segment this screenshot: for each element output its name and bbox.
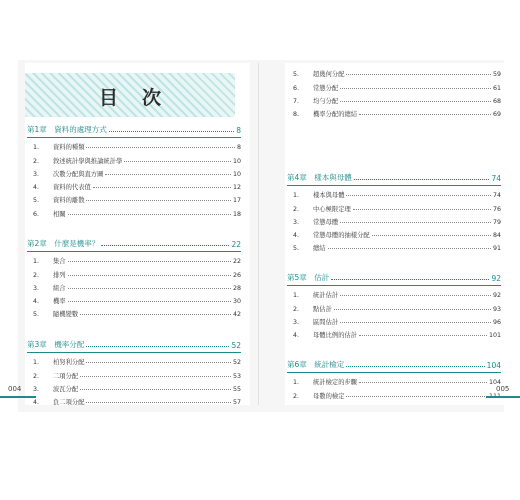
entry-title: 次數分配與直方圖 bbox=[53, 170, 104, 178]
toc-entry bbox=[27, 165, 241, 178]
entry-title: 均勻分配 bbox=[313, 97, 339, 105]
leader-dots bbox=[124, 161, 231, 162]
entry-number: 1. bbox=[293, 292, 300, 300]
chapter-page: 74 bbox=[491, 174, 501, 183]
entry-title: 相關 bbox=[53, 210, 66, 218]
toc-entry bbox=[287, 373, 501, 386]
entry-number: 1. bbox=[293, 192, 300, 200]
entry-title: 波瓦分配 bbox=[53, 385, 79, 393]
entry-page: 84 bbox=[492, 232, 501, 240]
toc-entry bbox=[27, 252, 241, 265]
entry-title: 排列 bbox=[53, 271, 66, 279]
chapter-section bbox=[27, 123, 241, 218]
entry-title: 區間估計 bbox=[313, 318, 339, 326]
entry-number: 2. bbox=[293, 392, 300, 400]
chapter-title: 第5章 估計 bbox=[287, 273, 330, 282]
toc-entry bbox=[287, 239, 501, 252]
entry-number: 2. bbox=[293, 305, 300, 313]
entry-number: 3. bbox=[33, 385, 40, 393]
entry-title: 母體比例的估計 bbox=[313, 332, 358, 340]
leader-dots bbox=[86, 346, 229, 347]
entry-title: 資料的離散 bbox=[53, 197, 85, 205]
leader-dots bbox=[359, 382, 487, 383]
leader-dots bbox=[334, 309, 491, 310]
entry-page: 28 bbox=[232, 284, 241, 292]
chapter-heading bbox=[27, 338, 241, 350]
leader-dots bbox=[340, 222, 491, 223]
leader-dots bbox=[68, 214, 231, 215]
entry-page: 57 bbox=[232, 399, 241, 407]
toc-entry bbox=[27, 151, 241, 164]
leader-dots bbox=[93, 187, 231, 188]
toc-entry bbox=[27, 204, 241, 217]
chapter-title: 第3章 機率分配 bbox=[27, 340, 85, 349]
entry-number: 4. bbox=[293, 232, 300, 240]
left-page bbox=[25, 63, 250, 405]
page-number-bar-right bbox=[486, 396, 520, 398]
entry-title: 集合 bbox=[53, 258, 66, 266]
leader-dots bbox=[80, 389, 231, 390]
leader-dots bbox=[105, 174, 231, 175]
entry-page: 18 bbox=[232, 210, 241, 218]
chapter-title: 第2章 什麼是機率？ bbox=[27, 239, 100, 248]
entry-page: 8 bbox=[236, 144, 241, 152]
page-number-right: 005 bbox=[496, 385, 510, 393]
entry-number: 4. bbox=[33, 184, 40, 192]
entry-number: 8. bbox=[293, 111, 300, 119]
entry-page: 68 bbox=[492, 97, 501, 105]
toc-entry bbox=[287, 386, 501, 399]
toc-entry bbox=[27, 380, 241, 393]
entry-title: 常態母體的抽樣分配 bbox=[313, 232, 370, 240]
entry-number: 5. bbox=[293, 245, 300, 253]
entry-page: 76 bbox=[492, 205, 501, 213]
book-spine bbox=[258, 63, 259, 405]
leader-dots bbox=[68, 261, 231, 262]
entry-title: 敘述統計學與推論統計學 bbox=[53, 157, 123, 165]
leader-dots bbox=[80, 314, 231, 315]
leader-dots bbox=[328, 248, 491, 249]
chapter-section bbox=[287, 171, 501, 252]
chapter-heading bbox=[27, 123, 241, 135]
entry-title: 母數的檢定 bbox=[313, 392, 345, 400]
entry-page: 52 bbox=[232, 359, 241, 367]
entry-title: 機率分配的總結 bbox=[313, 111, 358, 119]
toc-entry bbox=[287, 92, 501, 105]
entry-page: 96 bbox=[492, 318, 501, 326]
toc-entry bbox=[287, 199, 501, 212]
toc-entry bbox=[287, 78, 501, 91]
toc-entry bbox=[287, 326, 501, 339]
entry-page: 30 bbox=[232, 298, 241, 306]
entry-title: 中心極限定理 bbox=[313, 205, 351, 213]
chapter-heading bbox=[287, 171, 501, 183]
leader-dots bbox=[346, 366, 484, 367]
entry-title: 總結 bbox=[313, 245, 326, 253]
leader-dots bbox=[86, 147, 235, 148]
entry-number: 6. bbox=[33, 210, 40, 218]
entry-title: 二項分配 bbox=[53, 372, 79, 380]
entry-page: 93 bbox=[492, 305, 501, 313]
leader-dots bbox=[346, 195, 491, 196]
entry-title: 資料的種類 bbox=[53, 144, 85, 152]
entry-page: 12 bbox=[232, 184, 241, 192]
toc-entry bbox=[287, 213, 501, 226]
leader-dots bbox=[86, 362, 231, 363]
toc-entry bbox=[27, 279, 241, 292]
entry-page: 61 bbox=[492, 84, 501, 92]
entry-number: 2. bbox=[33, 271, 40, 279]
toc-entry bbox=[27, 353, 241, 366]
entry-title: 統計檢定的步驟 bbox=[313, 379, 358, 387]
entry-title: 統計估計 bbox=[313, 292, 339, 300]
continued-entries bbox=[287, 65, 501, 118]
chapter-section bbox=[27, 338, 241, 406]
entry-number: 4. bbox=[33, 399, 40, 407]
toc-banner bbox=[25, 73, 235, 117]
leader-dots bbox=[340, 101, 491, 102]
leader-dots bbox=[68, 288, 231, 289]
entry-number: 3. bbox=[293, 218, 300, 226]
toc-entry bbox=[27, 191, 241, 204]
chapter-page: 104 bbox=[486, 361, 501, 370]
entry-page: 74 bbox=[492, 192, 501, 200]
leader-dots bbox=[80, 376, 231, 377]
chapter-page: 52 bbox=[231, 341, 241, 350]
entry-number: 4. bbox=[293, 332, 300, 340]
entry-title: 負二項分配 bbox=[53, 399, 85, 407]
entry-page: 92 bbox=[492, 292, 501, 300]
entry-page: 53 bbox=[232, 372, 241, 380]
entry-page: 91 bbox=[492, 245, 501, 253]
entry-number: 7. bbox=[293, 97, 300, 105]
entry-page: 59 bbox=[492, 71, 501, 79]
page-number-left: 004 bbox=[8, 385, 22, 393]
chapter-page: 22 bbox=[231, 240, 241, 249]
toc-entry bbox=[27, 292, 241, 305]
entry-title: 點估計 bbox=[313, 305, 332, 313]
toc-title: 目次 bbox=[98, 87, 185, 109]
toc-entry bbox=[27, 265, 241, 278]
leader-dots bbox=[359, 335, 487, 336]
leader-dots bbox=[86, 200, 231, 201]
entry-page: 10 bbox=[232, 157, 241, 165]
chapter-heading bbox=[27, 237, 241, 249]
entry-title: 柏努利分配 bbox=[53, 359, 85, 367]
toc-entry bbox=[27, 366, 241, 379]
chapter-heading bbox=[287, 271, 501, 283]
page-number-bar-left bbox=[0, 396, 36, 398]
toc-entry bbox=[287, 286, 501, 299]
toc-entry bbox=[287, 65, 501, 78]
entry-number: 1. bbox=[33, 359, 40, 367]
toc-entry bbox=[27, 178, 241, 191]
entry-title: 樣本與母體 bbox=[313, 192, 345, 200]
leader-dots bbox=[372, 235, 491, 236]
entry-number: 4. bbox=[33, 298, 40, 306]
entry-title: 隨機變數 bbox=[53, 311, 79, 319]
entry-number: 3. bbox=[293, 318, 300, 326]
leader-dots bbox=[359, 114, 491, 115]
entry-page: 42 bbox=[232, 311, 241, 319]
entry-number: 6. bbox=[293, 84, 300, 92]
entry-page: 79 bbox=[492, 218, 501, 226]
entry-number: 3. bbox=[33, 284, 40, 292]
leader-dots bbox=[68, 275, 231, 276]
leader-dots bbox=[331, 279, 489, 280]
leader-dots bbox=[346, 74, 491, 75]
entry-page: 10 bbox=[232, 170, 241, 178]
entry-number: 5. bbox=[293, 71, 300, 79]
entry-title: 資料的代表值 bbox=[53, 184, 91, 192]
entry-page: 104 bbox=[488, 379, 501, 387]
leader-dots bbox=[346, 396, 486, 397]
right-page bbox=[285, 63, 510, 405]
entry-number: 3. bbox=[33, 170, 40, 178]
toc-entry bbox=[287, 226, 501, 239]
chapter-title: 第4章 樣本與母體 bbox=[287, 173, 352, 182]
entry-page: 22 bbox=[232, 258, 241, 266]
chapter-title: 第1章 資料的處理方式 bbox=[27, 125, 107, 134]
entry-title: 機率 bbox=[53, 298, 66, 306]
leader-dots bbox=[86, 402, 231, 403]
entry-number: 2. bbox=[33, 157, 40, 165]
entry-page: 69 bbox=[492, 111, 501, 119]
entry-page: 26 bbox=[232, 271, 241, 279]
entry-number: 1. bbox=[33, 144, 40, 152]
entry-title: 超幾何分配 bbox=[313, 71, 345, 79]
entry-page: 17 bbox=[232, 197, 241, 205]
chapter-section bbox=[27, 237, 241, 318]
leader-dots bbox=[340, 88, 491, 89]
leader-dots bbox=[353, 209, 491, 210]
entry-page: 101 bbox=[488, 332, 501, 340]
entry-number: 5. bbox=[33, 197, 40, 205]
entry-title: 組合 bbox=[53, 284, 66, 292]
toc-entry bbox=[287, 299, 501, 312]
toc-entry bbox=[27, 393, 241, 406]
leader-dots bbox=[101, 245, 229, 246]
toc-entry bbox=[287, 105, 501, 118]
entry-number: 1. bbox=[33, 258, 40, 266]
entry-title: 常態母體 bbox=[313, 218, 339, 226]
chapter-section bbox=[287, 358, 501, 400]
chapter-title: 第6章 統計檢定 bbox=[287, 360, 345, 369]
toc-entry bbox=[287, 186, 501, 199]
entry-title: 常態分配 bbox=[313, 84, 339, 92]
chapter-section bbox=[287, 271, 501, 339]
leader-dots bbox=[109, 131, 234, 132]
chapter-page: 8 bbox=[236, 126, 241, 135]
leader-dots bbox=[340, 295, 491, 296]
leader-dots bbox=[354, 179, 490, 180]
toc-entry bbox=[27, 138, 241, 151]
entry-number: 2. bbox=[33, 372, 40, 380]
entry-page: 55 bbox=[232, 385, 241, 393]
entry-number: 1. bbox=[293, 379, 300, 387]
chapter-heading bbox=[287, 358, 501, 370]
chapter-page: 92 bbox=[491, 274, 501, 283]
entry-number: 2. bbox=[293, 205, 300, 213]
leader-dots bbox=[68, 301, 231, 302]
entry-number: 5. bbox=[33, 311, 40, 319]
toc-entry bbox=[287, 313, 501, 326]
toc-entry bbox=[27, 305, 241, 318]
leader-dots bbox=[340, 322, 491, 323]
